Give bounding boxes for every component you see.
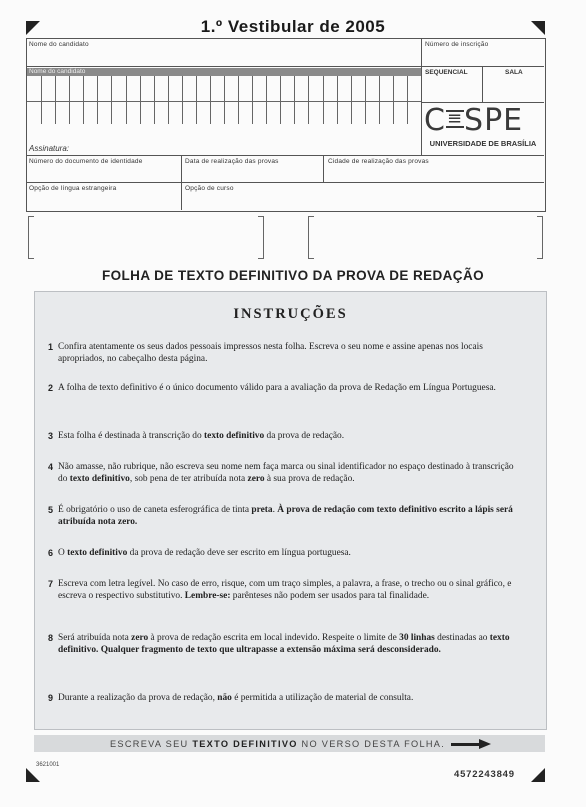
grid-cell-divider xyxy=(393,76,394,124)
exam-city-label: Cidade de realização das provas xyxy=(328,158,429,165)
grid-cell-divider xyxy=(111,76,112,124)
grid-cell-divider xyxy=(210,76,211,124)
name-grid-label: Nome do candidato xyxy=(27,68,421,76)
instructions-title: INSTRUÇÕES xyxy=(233,306,348,322)
grid-cell-divider xyxy=(182,76,183,124)
grid-cell-divider xyxy=(238,76,239,124)
grid-cell-divider xyxy=(41,76,42,124)
grid-cell-divider xyxy=(140,76,141,124)
grid-cell-divider xyxy=(69,76,70,124)
cespe-logo: C≡SPE xyxy=(424,103,524,138)
grid-cell-divider xyxy=(280,76,281,124)
grid-cell-divider xyxy=(83,76,84,124)
course-option-label: Opção de curso xyxy=(185,185,234,192)
grid-cell-divider xyxy=(97,76,98,124)
bracket-right-open xyxy=(308,216,314,259)
bracket-left-open xyxy=(28,216,34,259)
instruction-item: 8 Será atribuída nota zero à prova de redação escrita em local indevido. Respeite o limite de 30 linhas destinadas ao texto definitivo. Qualquer fragmento de texto que ultrapasse a extensão máxima será desconsiderado. xyxy=(48,633,510,655)
grid-cell-divider xyxy=(252,76,253,124)
grid-cell-divider xyxy=(196,76,197,124)
registration-number-label: Número de inscrição xyxy=(425,41,489,48)
bracket-left-close xyxy=(258,216,264,259)
instruction-item: 5 É obrigatório o uso de caneta esferográfica de tinta preta. À prova de redação com texto definitivo escrito a lápis será atribuída nota zero. xyxy=(48,505,513,527)
exam-date-label: Data de realização das provas xyxy=(185,158,279,165)
registration-mark-bottom-right xyxy=(531,768,545,782)
grid-cell-divider xyxy=(323,76,324,124)
grid-cell-divider xyxy=(55,76,56,124)
grid-cell-divider xyxy=(351,76,352,124)
registration-mark-bottom-left xyxy=(26,768,40,782)
grid-cell-divider xyxy=(337,76,338,124)
signature-label: Assinatura: xyxy=(29,144,70,153)
grid-cell-divider xyxy=(224,76,225,124)
bracket-right-close xyxy=(537,216,543,259)
arrow-right-icon-head xyxy=(479,739,491,749)
grid-cell-divider xyxy=(308,76,309,124)
footer-instruction: ESCREVA SEU TEXTO DEFINITIVO NO VERSO DESTA FOLHA. xyxy=(110,739,446,749)
sequential-label: SEQUENCIAL xyxy=(425,69,468,76)
name-label: Nome do candidato xyxy=(29,41,89,48)
grid-cell-divider xyxy=(407,76,408,124)
instruction-item: 6 O texto definitivo da prova de redação deve ser escrito em língua portuguesa. xyxy=(48,548,351,558)
grid-cell-divider xyxy=(379,76,380,124)
arrow-right-icon xyxy=(451,743,481,746)
room-label: SALA xyxy=(505,69,523,76)
instruction-item: 9 Durante a realização da prova de redação, não é permitida a utilização de material de consulta. xyxy=(48,693,414,703)
grid-cell-divider xyxy=(126,76,127,124)
form-code: 3621001 xyxy=(36,762,60,768)
instruction-item: 3 Esta folha é destinada à transcrição do texto definitivo da prova de redação. xyxy=(48,431,345,441)
language-option-label: Opção de língua estrangeira xyxy=(29,185,117,192)
sheet-title: FOLHA DE TEXTO DEFINITIVO DA PROVA DE REDAÇÃO xyxy=(101,268,485,283)
grid-cell-divider xyxy=(168,76,169,124)
instruction-item: 1 Confira atentamente os seus dados pessoais impressos nesta folha. Escreva o seu nome e assine apenas nos locais apropriados, no cabeçalho desta página. xyxy=(48,342,483,364)
instruction-item: 7 Escreva com letra legível. No caso de erro, risque, com um traço simples, a palavra, a frase, o trecho ou o sinal gráfico, e escreva o respectivo substitutivo. Lembre-se: parênteses não podem ser usados para tal finalidade. xyxy=(48,579,512,601)
id-number-label: Número do documento de identidade xyxy=(29,158,143,165)
grid-cell-divider xyxy=(294,76,295,124)
grid-cell-divider xyxy=(365,76,366,124)
grid-cell-divider xyxy=(266,76,267,124)
logo-subtitle: UNIVERSIDADE DE BRASÍLIA xyxy=(429,139,537,148)
page-title: 1.º Vestibular de 2005 xyxy=(200,17,386,36)
grid-cell-divider xyxy=(154,76,155,124)
sheet-number: 4572243849 xyxy=(454,769,515,780)
instruction-item: 2 A folha de texto definitivo é o único documento válido para a avaliação da prova de Redação em Língua Portuguesa. xyxy=(48,383,496,393)
instruction-item: 4 Não amasse, não rubrique, não escreva seu nome nem faça marca ou sinal identificador no espaço destinado à transcrição do texto definitivo, sob pena de ter atribuída nota zero à sua prova de redação. xyxy=(48,462,514,484)
